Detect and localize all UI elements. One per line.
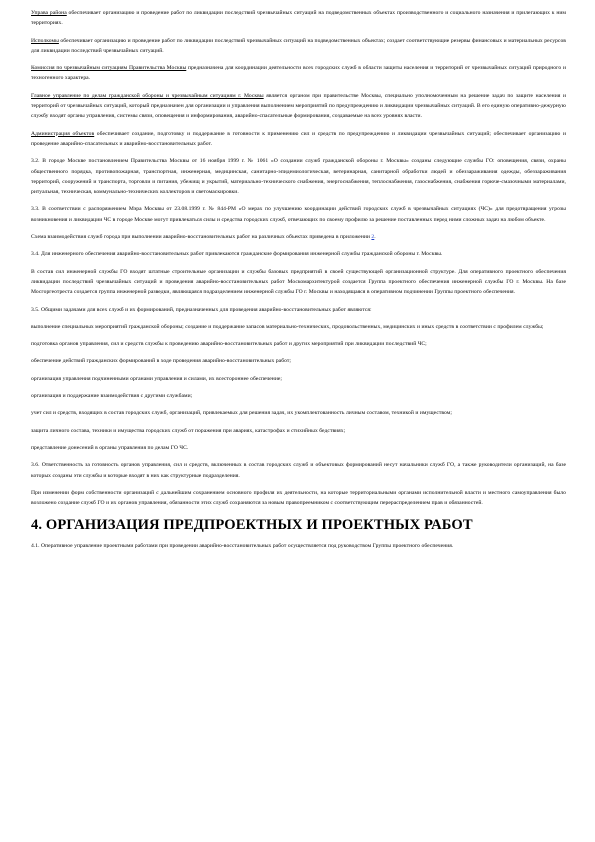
paragraph-text: В состав сил инженерной службы ГО входят штатные строительные организации и службы базовых предприятий в своей существующей организационной структуре. Для оперативного проектного обеспечения ликвидации последствий чрезвычайных ситуаций и проведения аварийно-восстановительных работ Москомархитектурой создается Группа проектного обеспечения инженерной службы ГО г. Москвы. На базе Мосгоргеотреста создается группа инженерной разведки, являющаяся подразделением инженерной службы ГО г. Москвы и находящаяся в оперативном подчинении Группы проектного обеспечения. bbox=[31, 268, 566, 296]
paragraph-main-directorate bbox=[31, 91, 566, 122]
paragraph-lead: Администрация объектов bbox=[31, 130, 95, 137]
paragraph-3-4 bbox=[31, 249, 566, 259]
paragraph-text: выполнение специальных мероприятий гражданской обороны; создание и поддержание запасов материально-технических, продовольственных, медицинских и иных средств в соответствии с профилем службы; bbox=[31, 323, 544, 330]
paragraph-text: защита личного состава, техники и имущества городских служб от поражения при авариях, катастрофах и стихийных бедствиях; bbox=[31, 427, 346, 434]
paragraph-object-administration bbox=[31, 129, 566, 150]
paragraph-text: обеспечивает создание, подготовку и поддержание в готовности к применению сил и средств по предупреждению и ликвидации чрезвычайных ситуаций; обеспечивает организацию и проведение аварийно-спасательных и аварийно-восстановительных работ. bbox=[31, 130, 566, 147]
paragraph-3-2 bbox=[31, 156, 566, 197]
paragraph-text: является органом при правительстве Москвы, специально уполномоченным на решение задач по защите населения и территорий от чрезвычайных ситуаций, который предназначен для организации и управления выполнением мероприятий по предупреждению и ликвидации чрезвычайных ситуаций. В его единую оперативно-дежурную службу входят органы управления, системы связи, оповещения и информирования, аварийно-спасательные формирования, создаваемые на всех уровнях власти. bbox=[31, 92, 566, 120]
paragraph-ownership-change bbox=[31, 488, 566, 509]
paragraph-text: организация и поддержание взаимодействия с другими службами; bbox=[31, 393, 193, 400]
paragraph-3-3 bbox=[31, 204, 566, 225]
paragraph-text: обеспечивает организацию и проведение работ по ликвидации последствий чрезвычайных ситуаций на подведомственных объектах производственного и социального назначения и прилегающих к ним территориях. bbox=[31, 10, 566, 27]
paragraph-interaction-scheme bbox=[31, 232, 566, 242]
paragraph-4-1 bbox=[31, 541, 566, 551]
paragraph-executive-committees bbox=[31, 36, 566, 57]
paragraph-text: 4.1. Оперативное управление проектными работами при проведении аварийно-восстановительных работ осуществляется под руководством Группы проектного обеспечения. bbox=[31, 543, 454, 550]
paragraph-text: 3.6. Ответственность за готовность органов управления, сил и средств, включенных в состав городских служб и объектовых формирований несут начальники служб ГО, а также руководители организаций, на базе которых созданы эти службы и которые входят в них как структурные подразделения. bbox=[31, 462, 566, 479]
paragraph-text: 3.5. Общими задачами для всех служб и их формирований, предназначенных для проведения аварийно-восстановительных работ являются: bbox=[31, 306, 372, 313]
paragraph-text: представление донесений в органы управления по делам ГО ЧС. bbox=[31, 444, 189, 451]
list-item bbox=[31, 374, 566, 384]
paragraph-lead: Главное управление по делам гражданской обороны и чрезвычайным ситуациям г. Москвы bbox=[31, 92, 264, 99]
paragraph-text: обеспечение действий гражданских формирований в ходе проведения аварийно-восстановительных работ; bbox=[31, 358, 291, 365]
paragraph-text: предназначена для координации деятельности всех городских служб в области защиты населения и территорий от чрезвычайных ситуаций природного и техногенного характера. bbox=[31, 65, 566, 82]
paragraph-text: организация управления подчиненными органами управления и силами, их всестороннее обеспечение; bbox=[31, 375, 283, 382]
paragraph-lead: Комиссия по чрезвычайным ситуациям Правительства Москвы bbox=[31, 65, 187, 72]
list-item bbox=[31, 426, 566, 436]
paragraph-3-5 bbox=[31, 305, 566, 315]
list-item bbox=[31, 356, 566, 366]
paragraph-text: учет сил и средств, входящих в состав городских служб, организаций, привлекаемых для решения задач, их укомплектованность личным составом, техникой и имуществом; bbox=[31, 410, 452, 417]
list-item bbox=[31, 443, 566, 453]
list-item bbox=[31, 408, 566, 418]
appendix-link[interactable]: 2 bbox=[371, 234, 375, 241]
paragraph-district-council bbox=[31, 8, 566, 29]
paragraph-text: При изменении форм собственности организаций с дальнейшим сохранением основного профиля их деятельности, на которые территориальными органами исполнительной власти и местного самоуправления было возложено создание служб ГО и их органов управления, обязанности этих служб сохраняются за новым правопреемником с соответствующим перераспределением прав и обязанностей. bbox=[31, 489, 566, 507]
list-item bbox=[31, 322, 566, 332]
paragraph-text-end: . bbox=[374, 234, 376, 241]
section-heading: 4. ОРГАНИЗАЦИЯ ПРЕДПРОЕКТНЫХ И ПРОЕКТНЫХ РАБОТ bbox=[31, 517, 473, 534]
paragraph-engineering-service bbox=[31, 267, 566, 298]
paragraph-text: 3.4. Для инженерного обеспечения аварийно-восстановительных работ привлекаются гражданские формирования инженерной службы гражданской обороны г. Москвы. bbox=[31, 251, 443, 258]
paragraph-lead: Управа района bbox=[31, 10, 67, 16]
paragraph-lead: Исполкомы bbox=[31, 37, 59, 44]
paragraph-emergency-commission bbox=[31, 63, 566, 84]
paragraph-text: 3.2. В городе Москве постановлением Правительства Москвы от 16 ноября 1999 г. № 1061 «О создании служб гражданской обороны г. Москвы» созданы следующие службы ГО: оповещения, связи, охраны общественного порядка, противопожарная, транспортная, инженерная, медицинская, санитарно-эпидемиологическая, ветеринарная, санитарной обработки людей и обеззараживания одежды, обеззараживания территорий, сооружений и транспорта, торговли и питания, убежищ и укрытий, материально-технического снабжения, энергоснабжения, теплоснабжения, газоснабжения, снабжения горюче-смазочными материалами, ритуальная, техническая, коммунально-технических коллекторов и светомаскировки. bbox=[31, 158, 566, 196]
paragraph-text: обеспечивает организацию и проведение работ по ликвидации последствий чрезвычайных ситуаций на подведомственных объектах; создает соответствующие резервы финансовых и материальных ресурсов для ликвидации последствий чрезвычайных ситуаций. bbox=[31, 37, 566, 54]
list-item bbox=[31, 391, 566, 401]
paragraph-text: подготовка органов управления, сил и средств службы к проведению аварийно-восстановительных работ и других мероприятий при ликвидации последствий ЧС; bbox=[31, 341, 427, 348]
paragraph-text: Схема взаимодействия служб города при выполнении аварийно-восстановительных работ на различных объектах приведена в приложении bbox=[31, 234, 372, 241]
paragraph-text: 3.3. В соответствии с распоряжением Мэра Москвы от 23.08.1999 г. № 844-РМ «О мерах по улучшению координации действий городских служб в чрезвычайных ситуациях (ЧС)» для предотвращения угрозы возникновения и ликвидации ЧС в городе Москве могут привлекаться силы и средства городских служб, отвечающих по своему профилю за решение поставленных перед ними сложных задач на любом объекте. bbox=[31, 206, 566, 223]
paragraph-3-6 bbox=[31, 460, 566, 481]
list-item bbox=[31, 339, 566, 349]
